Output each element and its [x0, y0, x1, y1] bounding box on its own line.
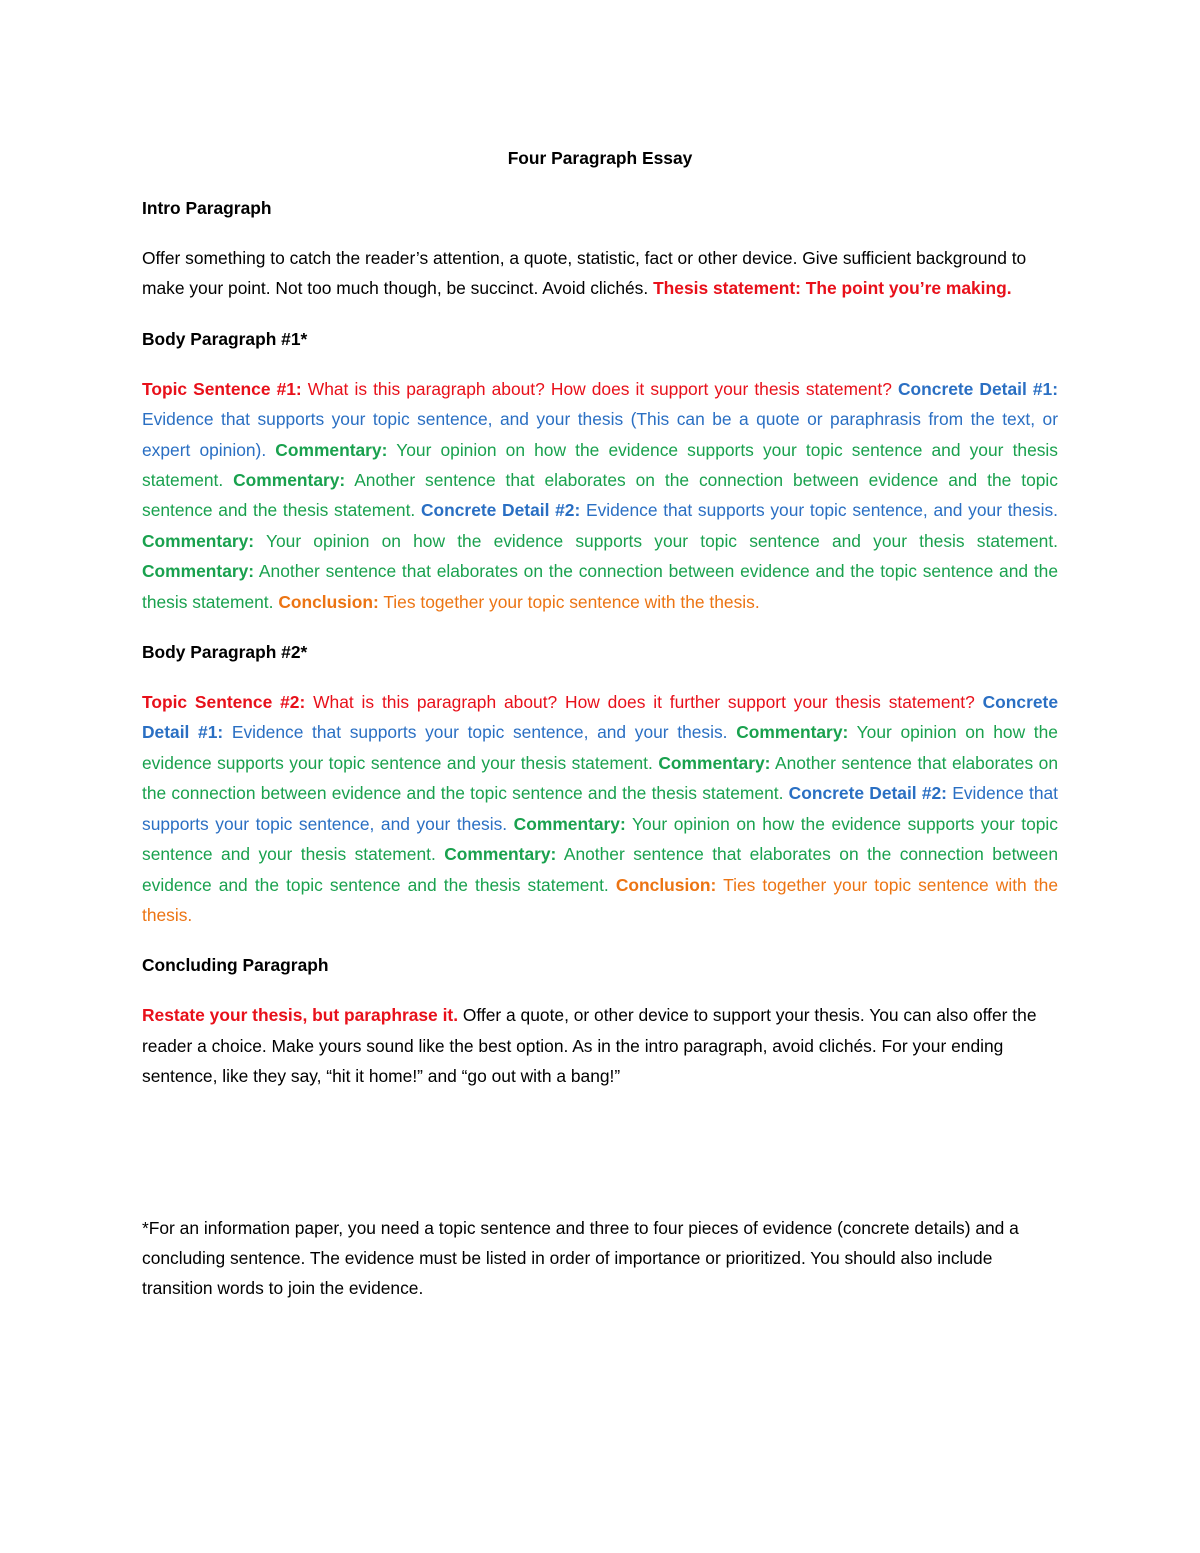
concluding-paragraph [142, 1000, 1058, 1091]
body2-heading: Body Paragraph #2* [142, 642, 308, 663]
body1-topic-label: Topic Sentence #1: [142, 378, 302, 399]
intro-heading: Intro Paragraph [142, 198, 272, 218]
body2-cd2-text: Evidence that supports your topic sentence, and your thesis. [142, 783, 1058, 834]
body1-c1-text: Your opinion on how the evidence supports your topic sentence and your thesis statement. [142, 439, 1058, 491]
concluding-heading: Concluding Paragraph [142, 955, 329, 976]
restate-thesis: Restate your thesis, but paraphrase it. [142, 1005, 459, 1026]
body2-c2-label: Commentary: [658, 752, 771, 773]
body1-commentary-3 [142, 531, 1058, 551]
body2-cd2-label: Concrete Detail #2: [788, 783, 947, 804]
body1-c4-label: Commentary: [142, 561, 255, 582]
body1-c3-label: Commentary: [142, 530, 255, 551]
body1-c1-label: Commentary: [275, 439, 388, 460]
body1-c2-text: Another sentence that elaborates on the connection between evidence and the topic sentence and the thesis statement. [142, 470, 1058, 521]
body1-topic [142, 379, 892, 399]
body2-c1-text: Your opinion on how the evidence supports your topic sentence and your thesis statement. [142, 722, 1058, 773]
body2-c4-label: Commentary: [444, 844, 557, 865]
spacer [142, 1112, 1058, 1213]
body1-cd2-text: Evidence that supports your topic sentence, and your thesis. [585, 500, 1058, 521]
body2-cd1-text: Evidence that supports your topic sentence, and your thesis. [231, 722, 728, 743]
body1-heading: Body Paragraph #1* [142, 328, 308, 349]
body1-paragraph [142, 374, 1058, 617]
body2-cd1-label: Concrete Detail #1: [142, 692, 1058, 743]
body1-cd2-label: Concrete Detail #2: [420, 500, 581, 521]
body2-conc-text: Ties together your topic sentence with the thesis. [142, 874, 1058, 925]
body2-c3-text: Your opinion on how the evidence supports your topic sentence and your thesis statement. [142, 813, 1058, 865]
intro-paragraph [142, 243, 1058, 304]
body1-c4-text: Another sentence that elaborates on the connection between evidence and the topic sentence and the thesis statement. [142, 561, 1058, 612]
body1-cd1-label: Concrete Detail #1: [897, 378, 1058, 399]
body2-conc-label: Conclusion: [615, 874, 717, 895]
body2-topic-label: Topic Sentence #2: [142, 692, 306, 713]
body1-concrete-detail-2 [421, 500, 1058, 520]
footnote: *For an information paper, you need a topic sentence and three to four pieces of evidence (concrete details) and a concluding sentence. The evidence must be listed in order of importance or prioritized. You should also include transition words to join the evidence. [142, 1217, 1019, 1299]
body1-topic-text: What is this paragraph about? How does it support your thesis statement? [307, 378, 892, 399]
body1-cd1-text: Evidence that supports your topic sentence, and your thesis (This can be a quote or paraphrasis from the text, or expert opinion). [142, 409, 1058, 460]
body2-c2-text: Another sentence that elaborates on the connection between evidence and the topic sentence and the thesis statement. [142, 752, 1058, 804]
body1-conc-text: Ties together your topic sentence with the thesis. [383, 591, 760, 612]
body2-c3-label: Commentary: [513, 813, 626, 834]
body2-topic-text: What is this paragraph about? How does it further support your thesis statement? [313, 692, 975, 713]
body1-conclusion [278, 592, 759, 612]
body2-c1-label: Commentary: [736, 722, 849, 743]
concluding-text: Offer a quote, or other device to support your thesis. You can also offer the reader a choice. Make yours sound like the best option. As in the intro paragraph, avoid clichés. For your ending sentence, like they say, “hit it home!” and “go out with a bang!” [142, 1005, 1037, 1087]
body2-topic [142, 692, 975, 712]
body1-conc-label: Conclusion: [278, 591, 379, 612]
thesis-statement: Thesis statement: The point you’re making. [653, 278, 1012, 299]
body1-c2-label: Commentary: [233, 470, 346, 491]
body2-c4-text: Another sentence that elaborates on the connection between evidence and the topic sentence and the thesis statement. [142, 844, 1058, 895]
intro-text: Offer something to catch the reader’s attention, a quote, statistic, fact or other device. Give sufficient background to make your point. Not too much though, be succinct. Avoid clichés. [142, 248, 1027, 299]
body2-paragraph [142, 687, 1058, 930]
body1-c3-text: Your opinion on how the evidence supports your topic sentence and your thesis statement. [265, 530, 1058, 551]
document-title: Four Paragraph Essay [507, 148, 693, 168]
